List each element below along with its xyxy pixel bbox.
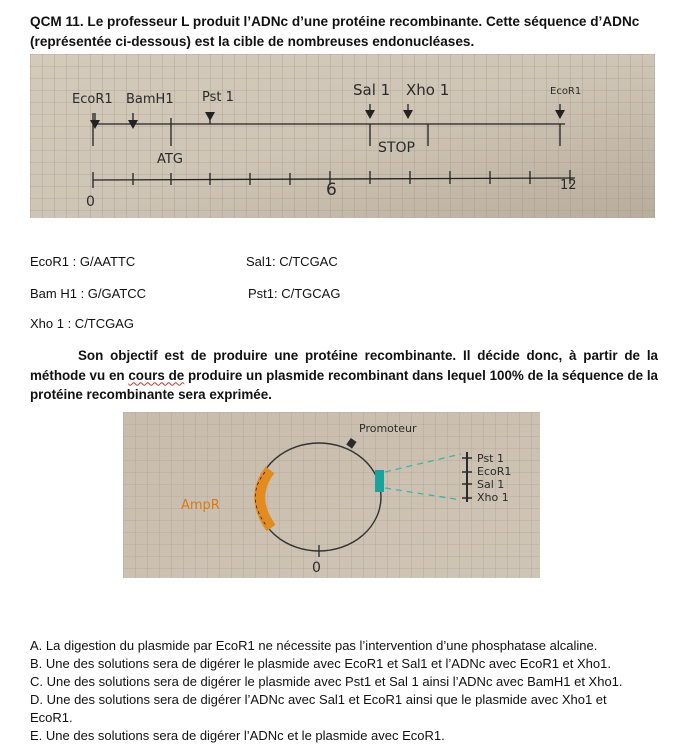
paragraph-underlined: cours de bbox=[128, 367, 185, 383]
label-sal1: Sal 1 bbox=[353, 81, 391, 99]
enzyme-sal1: Sal1: C/TCGAC bbox=[246, 254, 338, 269]
plasmid-diagram-photo bbox=[123, 412, 540, 578]
plasmid-diagram-svg bbox=[123, 412, 540, 578]
label-site-ecor1: EcoR1 bbox=[477, 465, 512, 478]
option-d-continued: EcoR1. bbox=[30, 710, 73, 725]
tick-label-12: 12 bbox=[560, 178, 577, 193]
label-xho1: Xho 1 bbox=[406, 81, 450, 99]
cdna-diagram-photo bbox=[30, 54, 655, 218]
enzyme-bamh1: Bam H1 : G/GATCC bbox=[30, 286, 147, 301]
tick-label-6: 6 bbox=[326, 180, 337, 200]
enzyme-pst1: Pst1: C/TGCAG bbox=[248, 286, 341, 301]
label-bamh1: BamH1 bbox=[126, 92, 174, 107]
label-site-xho1: Xho 1 bbox=[477, 491, 509, 504]
question-title-line1: QCM 11. Le professeur L produit l’ADNc d’une protéine recombinante. Cette séquence d’ADNc bbox=[30, 14, 640, 29]
label-stop: STOP bbox=[378, 140, 415, 156]
option-d: D. Une des solutions sera de digérer l’ADNc avec Sal1 et EcoR1 ainsi que le plasmide avec Xho1 et bbox=[30, 692, 607, 707]
label-ecor1-right: EcoR1 bbox=[550, 86, 582, 97]
cdna-diagram-svg bbox=[30, 54, 655, 218]
label-site-pst1: Pst 1 bbox=[477, 452, 504, 465]
label-ecor1-left: EcoR1 bbox=[72, 92, 113, 107]
mcs-block bbox=[375, 470, 384, 492]
option-a: A. La digestion du plasmide par EcoR1 ne nécessite pas l’intervention d’une phosphatase alcaline. bbox=[30, 638, 598, 653]
label-zero: 0 bbox=[312, 560, 321, 576]
option-b: B. Une des solutions sera de digérer le plasmide avec EcoR1 et Sal1 et l’ADNc avec EcoR1 et Xho1. bbox=[30, 656, 611, 671]
question-title-line2: (représentée ci-dessous) est la cible de nombreuses endonucléases. bbox=[30, 34, 475, 49]
objective-paragraph bbox=[30, 346, 658, 405]
paragraph-part2: produire un plasmide recombinant dans lequel 100% de la séquence de la protéine recombinante sera exprimée. bbox=[30, 367, 658, 402]
label-pst1: Pst 1 bbox=[202, 90, 234, 105]
enzyme-xho1: Xho 1 : C/TCGAG bbox=[30, 316, 135, 331]
enzyme-ecor1: EcoR1 : G/AATTC bbox=[30, 254, 136, 269]
question-title bbox=[30, 12, 660, 52]
label-promoter: Promoteur bbox=[359, 422, 417, 435]
tick-label-0: 0 bbox=[86, 194, 95, 210]
option-c: C. Une des solutions sera de digérer le plasmide avec Pst1 et Sal 1 ainsi l’ADNc avec BamH1 et Xho1. bbox=[30, 674, 623, 689]
label-ampr: AmpR bbox=[181, 498, 220, 513]
paragraph-part1: Son objectif est de produire une protéine recombinante. Il décide donc, à partir de la méthode vu en bbox=[30, 348, 658, 383]
option-e: E. Une des solutions sera de digérer l’ADNc et le plasmide avec EcoR1. bbox=[30, 728, 445, 743]
label-site-sal1: Sal 1 bbox=[477, 478, 505, 491]
label-atg: ATG bbox=[157, 152, 183, 167]
